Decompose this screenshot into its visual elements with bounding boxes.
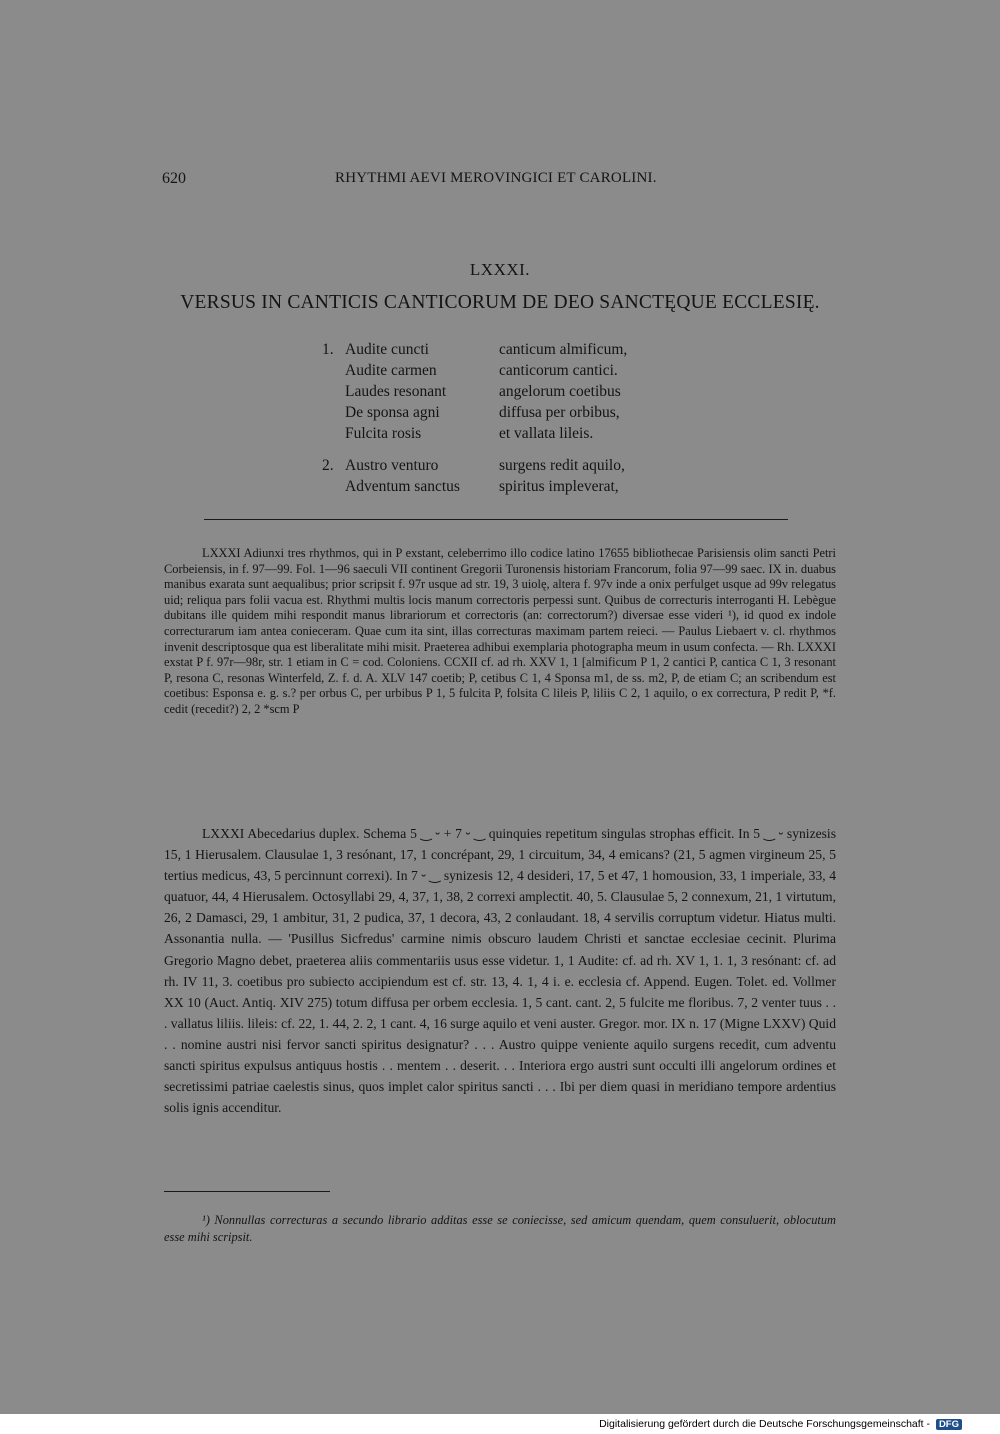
first-hemistich: Fulcita rosis [345, 425, 422, 442]
commentary [164, 823, 836, 1118]
commentary-text: LXXXI Abecedarius duplex. Schema 5 ‿ ⏑ + 7 ⏑ ‿ quinquies repetitum singulas strophas efficit. In 5 ‿ ⏑ synizesis 15, 1 Hierusalem. Clausulae 1, 3 resónant, 17, 1 concrépant, 29, 1 circuitum, 34, 4 emicans? (21, 5 agmen virgineum 25, 5 tertius medicus, 43, 5 percinnunt correxi). In 7 ⏑ ‿ synizesis 12, 4 desideri, 17, 5 et 47, 1 homousion, 33, 1 imperiale, 33, 4 quatuor, 44, 4 Hierusalem. Octosyllabi 29, 4, 37, 1, 38, 2 correxi amplectit. 40, 5. Clausulae 5, 2 connexum, 21, 1 virtutum, 26, 2 Damasci, 29, 1 ambitur, 31, 2 pudica, 37, 1 decora, 43, 2 conlaudant. 18, 4 servilis corruptum videtur. Hiatus multi. Assonantia nulla. — 'Pusillus Sicfredus' carmine nimis obscuro laudem Christi et sanctae ecclesiae cecinit. Plurima Gregorio Magno debet, praeterea aliis commentariis usus esse videtur. 1, 1 Audite: cf. ad rh. XV 1, 1. 1, 3 resónant: cf. ad rh. IV 11, 3. coetibus pro subiecto accipiendum est cf. str. 13, 4. 1, 4 i. e. ecclesia cf. Append. Eugen. Tolet. ed. Vollmer XX 10 (Auct. Antiq. XIV 275) totum diffusa per orbem ecclesia. 1, 5 cant. cant. 2, 5 fulcite me floribus. 7, 2 venter tuus . . . vallatus liliis. lileis: cf. 22, 1. 44, 2. 2, 1 cant. 4, 16 surge aquilo et veni auster. Gregor. mor. IX n. 17 (Migne LXXV) Quid . . nomine austri nisi fervor sancti spiritus designatur? . . . Austro quippe veniente aquilo surgens recedit, cum adventu sancti spiritus expulsus antiquus hostis . . mentem . . deserit. . . Interiora ergo austri sunt occulti illi angelorum ordines et secretissimi patriae caelestis sinus, quos implet calor spiritus sancti . . . Ibi per diem quasi in meridiano tempore ardentius solis ignis accenditur. [164, 826, 836, 1116]
first-hemistich: Audite carmen [345, 362, 437, 379]
second-hemistich: spiritus impleverat, [499, 478, 619, 495]
poem-title: VERSUS IN CANTICIS CANTICORUM DE DEO SANCTĘQUE ECCLESIĘ. [180, 292, 820, 313]
credit-text: Digitalisierung gefördert durch die Deutsche Forschungsgemeinschaft - [599, 1418, 931, 1430]
second-hemistich: canticum almificum, [499, 341, 628, 358]
footnote [164, 1212, 836, 1246]
second-hemistich: diffusa per orbibus, [499, 404, 620, 421]
second-hemistich: angelorum coetibus [499, 383, 621, 400]
critical-apparatus [164, 546, 836, 718]
verse-separator-rule [204, 519, 788, 520]
stanza-number: 1. [322, 341, 334, 358]
first-hemistich: Audite cuncti [345, 341, 429, 358]
poem-number: LXXXI. [469, 260, 531, 279]
first-hemistich: Austro venturo [345, 457, 439, 474]
dfg-logo: DFG [936, 1419, 962, 1430]
first-hemistich: De sponsa agni [345, 404, 440, 421]
first-hemistich: Adventum sanctus [345, 478, 460, 495]
apparatus-text: LXXXI Adiunxi tres rhythmos, qui in P exstant, celeberrimo illo codice latino 17655 bibliothecae Parisiensis olim sancti Petri Corbeiensis, in f. 97—99. Fol. 1—96 saeculi VII continent Gregorii Turonensis historiam Francorum, folia 97—99 saec. IX in. duabus manibus exarata sunt aequalibus; prior scripsit f. 97r usque ad str. 19, 3 uiolę, altera f. 97v inde a onix perfulget usque ad 99v relegatus uid; reliqua pars folii vacua est. Rhythmi multis locis manum correctoris perpessi sunt. Quibus de correcturis interroganti H. Lebègue dubitans ille quidem mihi respondit manus librariorum et correctoris (an: correctorum?) diversae esse videri ¹), id quod ex indole correcturarum iam antea conieceram. Quae cum ita sint, illas correcturas maximam partem reieci. — Paulus Liebaert v. cl. rhythmos invenit descriptosque qua est liberalitate mihi misit. Praeterea adhibui exemplaria photographa meum in usum confecta. — Rh. LXXXI exstat P f. 97r—98r, str. 1 etiam in C = cod. Coloniens. CCXII cf. ad rh. XXV 1, 1 [almificum P 1, 2 cantici P, cantica C 1, 3 resonant P, resona C, resonas Winterfeld, Z. f. d. A. XLV 147 coetib; P, cetibus C 1, 4 Sponsa m1, de ss. m2, P, de etiam C; an scribendum est coetibus: Esponsa e. g. s.? per orbus C, per urbibus P 1, 5 fulcita P, folsita C lileis P, liliis C 2, 1 aquilo, o ex correctura, P redit P, *f. cedit (recedit?) 2, 2 *scm P [164, 546, 836, 716]
footnote-text: ¹) Nonnullas correcturas a secundo librario additas esse se coniecisse, sed amicum quendam, quem consuluerit, oblocutum esse mihi scripsit. [164, 1213, 836, 1244]
footnote-rule [164, 1191, 330, 1192]
stanza-number: 2. [322, 457, 334, 474]
digitization-credit [599, 1418, 962, 1430]
running-head [162, 170, 840, 190]
running-title: RHYTHMI AEVI MEROVINGICI ET CAROLINI. [335, 170, 657, 186]
page-number: 620 [162, 170, 186, 187]
second-hemistich: et vallata lileis. [499, 425, 594, 442]
second-hemistich: canticorum cantici. [499, 362, 618, 379]
second-hemistich: surgens redit aquilo, [499, 457, 625, 474]
first-hemistich: Laudes resonant [345, 383, 447, 400]
